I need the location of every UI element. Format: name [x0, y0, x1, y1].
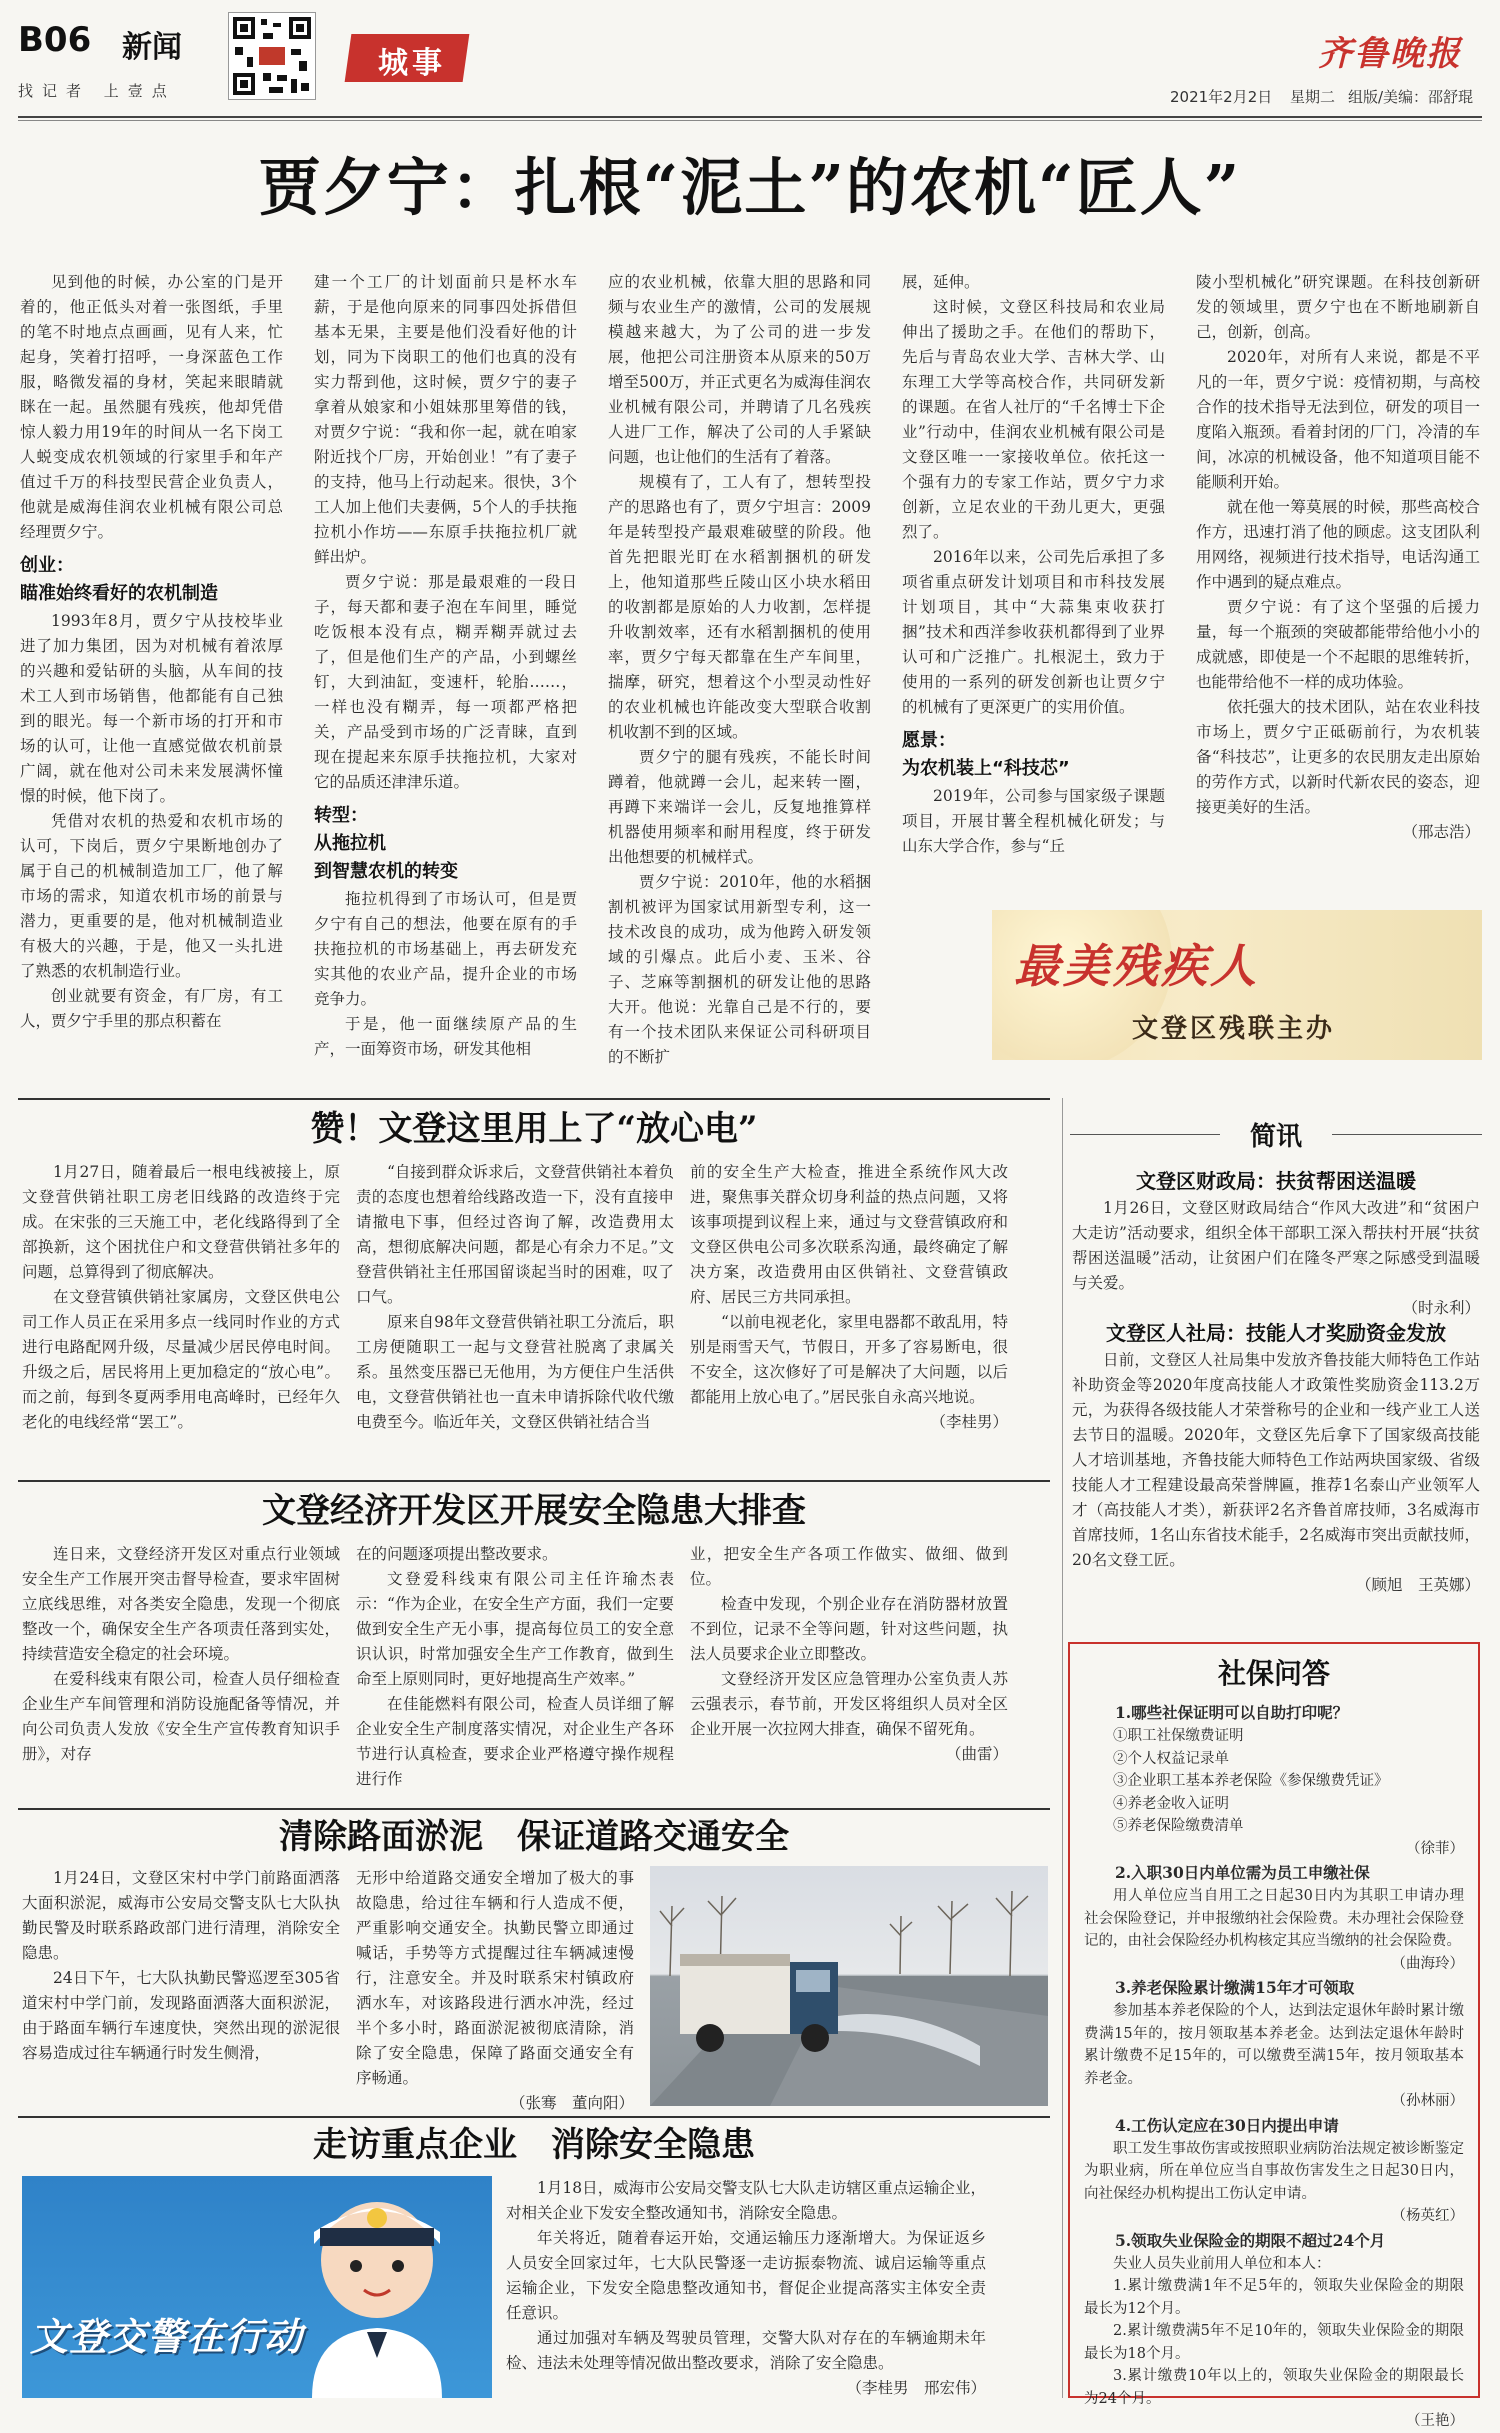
main-col-1: [20, 270, 283, 1034]
qa-q1-item: ③企业职工基本养老保险《参保缴费凭证》: [1113, 1773, 1389, 1789]
column-tag-label: 城事: [378, 46, 446, 81]
brief-2-byline: （顾旭 王英娜）: [1355, 1576, 1480, 1594]
article3-para: 在爱科线束有限公司，检查人员仔细检查企业生产车间管理和消防设施配备等情况，并向公司负责人发放《安全生产宣传教育知识手册》，对存: [22, 1670, 340, 1763]
masthead-rule: [18, 116, 1482, 118]
section-rule: [18, 1098, 1050, 1100]
main-para: 2019年，公司参与国家级子课题项目，开展甘薯全程机械化研发；与山东大学合作，参与“丘: [902, 787, 1165, 855]
qa-q5-item: 2.累计缴费满5年不足10年的，领取失业保险金的期限最长为18个月。: [1084, 2323, 1464, 2362]
article4-para: 24日下午，七大队执勤民警巡逻至305省道宋村中学门前，发现路面洒落大面积淤泥，由于路面车辆行车速度快，突然出现的淤泥很容易造成过往车辆通行时发生侧滑，: [22, 1969, 340, 2062]
tagline: 找记者 上壹点: [18, 82, 176, 100]
section-rule: [18, 1808, 1050, 1810]
newspaper-logo: 齐鲁晚报: [1318, 34, 1462, 74]
qa-q1-item: ④养老金收入证明: [1113, 1795, 1229, 1812]
main-para: 贾夕宁说：2010年，他的水稻捆割机被评为国家试用新型专利，这一技术改良的成功，成为他跨入研发领域的引爆点。此后小麦、玉米、谷子、芝麻等割捆机的研发让他的思路大开。他说：光靠自己是不行的，要有一个技术团队来保证公司科研项目的不断扩: [608, 873, 871, 1066]
briefs-rule-right: [1332, 1134, 1482, 1135]
qa-q1: 1.哪些社保证明可以自助打印呢？: [1115, 1703, 1349, 1722]
article3-para: 连日来，文登经济开发区对重点行业领域安全生产工作展开突击督导检查，要求牢固树立底线思维，对各类安全隐患，发现一个彻底整改一个，确保安全生产各项责任落到实处，持续营造安全稳定的社会环境。: [22, 1545, 340, 1663]
brief-1-byline: （时永利）: [1402, 1299, 1480, 1317]
issue-date: 2021年2月2日: [1170, 88, 1273, 106]
article5-para: 通过加强对车辆及驾驶员管理，交警大队对存在的车辆逾期未年检、违法未处理等情况做出整改要求，消除了安全隐患。: [506, 2329, 986, 2372]
article5-byline: （李桂男 邢宏伟）: [846, 2379, 986, 2397]
article3-para: 文登经济开发区应急管理办公室负责人苏云强表示，春节前，开发区将组织人员对全区企业开展一次拉网大排查，确保不留死角。: [690, 1670, 1008, 1738]
main-para: 这时候，文登区科技局和农业局伸出了援助之手。在他们的帮助下，先后与青岛农业大学、吉林大学、山东理工大学等高校合作，共同研发新的课题。在省人社厅的“千名博士下企业”行动中，佳润农业机械有限公司是文登区唯一一家接收单位。依托这一个强有力的专家工作站，贾夕宁力求创新，立足农业的干劲儿更大，更强烈了。: [902, 298, 1165, 541]
main-para: 2016年以来，公司先后承担了多项省重点研发计划项目和市科技发展计划项目，其中“大蒜集束收获打捆”技术和西洋参收获机都得到了业界认可和广泛推广。扎根泥土，致力于使用的一系列的研发创新也让贾夕宁的机械有了更深更广的实用价值。: [902, 548, 1165, 716]
main-headline: 贾夕宁：扎根“泥土”的农机“匠人”: [258, 151, 1242, 224]
article3-col-1: [22, 1542, 340, 1767]
article3-para: 在的问题逐项提出整改要求。: [356, 1545, 558, 1563]
article4-col-2: [356, 1866, 634, 2116]
masthead-rule-thin: [18, 120, 1482, 121]
qa-q3-byline: （孙林丽）: [1391, 2093, 1464, 2109]
qa-q5-item: 3.累计缴费10年以上的，领取失业保险金的期限最长为24个月。: [1084, 2368, 1464, 2407]
article3-para: 在佳能燃料有限公司，检查人员详细了解企业安全生产制度落实情况，对企业生产各环节进行认真检查，要求企业严格遵守操作规程进行作: [356, 1695, 674, 1788]
main-para: 于是，他一面继续原产品的生产，一面筹资市场，研发其他相: [314, 1015, 577, 1058]
qa-q1-item: ②个人权益记录单: [1113, 1750, 1229, 1767]
qa-q4-byline: （杨英红）: [1391, 2208, 1464, 2224]
subhead-2b: 从拖拉机: [314, 833, 386, 854]
qa-q1-item: ⑤养老保险缴费清单: [1113, 1818, 1244, 1834]
editor-credit: 组版/美编：邵舒琨: [1348, 88, 1474, 106]
article4-para: 1月24日，文登区宋村中学门前路面洒落大面积淤泥，威海市公安局交警支队七大队执勤民警及时联系路政部门进行清理，消除安全隐患。: [22, 1869, 340, 1962]
main-col-2: [314, 270, 577, 1062]
main-para: 就在他一筹莫展的时候，那些高校合作方，迅速打消了他的顾虑。这支团队利用网络，视频进行技术指导，电话沟通工作中遇到的疑点难点。: [1196, 498, 1480, 591]
main-byline: （邢志浩）: [1402, 823, 1480, 841]
qa-q4-body: 职工发生事故伤害或按照职业病防治法规定被诊断鉴定为职业病，所在单位应当自事故伤害发生之日起30日内，向社保经办机构提出工伤认定申请。: [1084, 2140, 1464, 2202]
main-col-4: [902, 270, 1165, 859]
qa-q5: 5.领取失业保险金的期限不超过24个月: [1115, 2230, 1386, 2250]
qa-q5-byline: （王艳）: [1406, 2413, 1464, 2429]
main-para: 陵小型机械化”研究课题。在科技创新研发的领域里，贾夕宁也在不断地刷新自己，创新，创高。: [1196, 273, 1480, 341]
brief-1-body: 1月26日，文登区财政局结合“作风大改进”和“贫困户大走访”活动要求，组织全体干部职工深入帮扶村开展“扶贫帮困送温暖”活动，让贫困户们在隆冬严寒之际感受到温暖与关爱。: [1072, 1199, 1480, 1292]
brief-2-title: 文登区人社局：技能人才奖励资金发放: [1106, 1321, 1446, 1345]
qa-q5-intro: 失业人员失业前用人单位和本人：: [1113, 2255, 1331, 2272]
article2-headline: 赞！文登这里用上了“放心电”: [310, 1109, 758, 1149]
article2-para: 在文登营镇供销社家属房，文登区供电公司工作人员正在采用多点一线同时作业的方式进行电路配网升级，尽量减少居民停电时间。升级之后，居民将用上更加稳定的“放心电”。而之前，每到冬夏两季用电高峰时，已经年久老化的电线经常“罢工”。: [22, 1288, 340, 1431]
briefs-header: [1070, 1116, 1482, 1152]
brief-1: [1072, 1160, 1480, 1321]
brief-2: [1072, 1312, 1480, 1598]
main-para: 创业就要有资金，有厂房，有工人，贾夕宁手里的那点积蓄在: [20, 987, 283, 1030]
qa-q5-item: 1.累计缴费满1年不足5年的，领取失业保险金的期限最长为12个月。: [1084, 2278, 1464, 2317]
subhead-2a: 转型：: [314, 805, 368, 826]
briefs-title: 简讯: [1249, 1122, 1302, 1152]
article2-col-3: [690, 1160, 1008, 1435]
article4-headline: 清除路面淤泥 保证道路交通安全: [279, 1817, 789, 1857]
main-col-3: [608, 270, 871, 1070]
badge-label: 文登交警在行动: [30, 2315, 304, 2359]
article5-para: 年关将近，随着春运开始，交通运输压力逐渐增大。为保证返乡人员安全回家过年，七大队民警逐一走访振泰物流、诚启运输等重点运输企业，下发安全隐患整改通知书，督促企业提高落实主体安全责任意识。: [506, 2229, 986, 2322]
section-rule: [18, 2116, 1050, 2118]
police-badge-graphic: [22, 2176, 492, 2398]
main-para: 拖拉机得到了市场认可，但是贾夕宁有自己的想法，他要在原有的手扶拖拉机的市场基础上，再去研发充实其他的农业产品，提升企业的市场竞争力。: [314, 890, 577, 1008]
briefs-rule-left: [1070, 1134, 1220, 1135]
main-para: 应的农业机械，依靠大胆的思路和同频与农业生产的激情，公司的发展规模越来越大，为了公司的进一步发展，他把公司注册资本从原来的50万增至500万，并正式更名为威海佳润农业机械有限公司，并聘请了几名残疾人进厂工作，解决了公司的人手紧缺问题，也让他们的生活有了着落。: [608, 273, 871, 466]
brief-1-title: 文登区财政局：扶贫帮困送温暖: [1136, 1169, 1416, 1193]
article2-para: 原来自98年文登营供销社职工分流后，职工房便随职工一起与文登营社脱离了隶属关系。虽然变压器已无他用，为方便住户生活供电，文登营供销社也一直未申请拆除代收代缴电费至今。临近年关，文登区供销社结合当: [356, 1313, 674, 1431]
road-cleaning-photo: [650, 1866, 1048, 2106]
qa-q1-item: ①职工社保缴费证明: [1113, 1728, 1244, 1744]
qa-q2: 2.入职30日内单位需为员工申缴社保: [1115, 1863, 1370, 1882]
qa-content: [1084, 1700, 1464, 2433]
article2-col-1: [22, 1160, 340, 1435]
article3-byline: （曲雷）: [945, 1745, 1008, 1763]
article4-col-1: [22, 1866, 340, 2066]
main-para: 贾夕宁说：有了这个坚强的后援力量，每一个瓶颈的突破都能带给他小小的成就感，即使是一个不起眼的思维转折，也能带给他不一样的成功体验。: [1196, 598, 1480, 691]
qa-q3-body: 参加基本养老保险的个人，达到法定退休年龄时累计缴费满15年的，按月领取基本养老金。达到法定退休年龄时累计缴费不足15年的，可以缴费至满15年，按月领取基本养老金。: [1084, 2003, 1464, 2087]
article4-byline: （张骞 董向阳）: [509, 2094, 634, 2112]
subhead-1b: 瞄准始终看好的农机制造: [20, 583, 218, 604]
article3-col-3: [690, 1542, 1008, 1767]
qa-title: 社保问答: [1217, 1657, 1330, 1690]
qa-q4: 4.工伤认定应在30日内提出申请: [1115, 2115, 1339, 2135]
sidebar-divider: [1062, 1098, 1063, 2398]
qa-box: [1068, 1642, 1480, 2429]
article2-para: 前的安全生产大检查，推进全系统作风大改进，聚焦事关群众切身利益的热点问题，又将该事项提到议程上来，通过与文登营镇政府和文登区供电公司多次联系沟通，最终确定了解决方案，改造费用由区供销社、文登营镇政府、居民三方共同承担。: [690, 1163, 1008, 1306]
article3-para: 检查中发现，个别企业存在消防器材放置不到位，记录不全等问题，针对这些问题，执法人员要求企业立即整改。: [690, 1595, 1008, 1663]
main-para: 凭借对农机的热爱和农机市场的认可，下岗后，贾夕宁果断地创办了属于自己的机械制造加工厂，他了解市场的需求，知道农机市场的前景与潜力，更重要的是，他对机械制造业有极大的兴趣，于是，他又一头扎进了熟悉的农机制造行业。: [20, 812, 283, 980]
qa-q1-byline: （徐菲）: [1406, 1840, 1464, 1857]
banner-title: 最美残疾人: [1014, 939, 1259, 993]
banner-subtitle: 文登区残联主办: [1132, 1014, 1336, 1044]
qa-q2-body: 用人单位应当自用工之日起30日内为其职工申请办理社会保险登记，并申报缴纳社会保险费。未办理社会保险登记的，由社会保险经办机构核定其应当缴纳的社会保险费。: [1084, 1888, 1464, 1949]
article3-para: 业，把安全生产各项工作做实、做细、做到位。: [690, 1545, 1008, 1588]
main-col-5: [1196, 270, 1480, 845]
main-para: 2020年，对所有人来说，都是不平凡的一年，贾夕宁说：疫情初期，与高校合作的技术指导无法到位，研发的项目一度陷入瓶颈。看着封闭的厂门，冷清的车间，冰凉的机械设备，他不知道项目能不能顺利开始。: [1196, 348, 1480, 491]
masthead: [0, 0, 1500, 120]
main-para: 展，延伸。: [902, 273, 980, 291]
disabled-banner: [992, 910, 1482, 1060]
qa-q2-byline: （曲海玲）: [1391, 1955, 1464, 1972]
article5-headline: 走访重点企业 消除安全隐患: [313, 2125, 755, 2165]
section-rule: [18, 1480, 1050, 1482]
main-para: 贾夕宁说：那是最艰难的一段日子，每天都和妻子泡在车间里，睡觉吃饭根本没有点，糊弄糊弄就过去了，但是他们生产的产品，小到螺丝钉，大到油缸，变速杆，轮胎……，一样也没有糊弄，每一项都严格把关，产品受到市场的广泛青睐，直到现在提起来东原手扶拖拉机，大家对它的品质还津津乐道。: [314, 573, 577, 791]
qa-q3: 3.养老保险累计缴满15年才可领取: [1115, 1978, 1355, 1997]
main-para: 建一个工厂的计划面前只是杯水车薪，于是他向原来的同事四处拆借但基本无果，主要是他们没看好他的计划，同为下岗职工的他们也真的没有实力帮到他，这时候，贾夕宁的妻子拿着从娘家和小姐妹那里筹借的钱，对贾夕宁说：“我和你一起，就在咱家附近找个厂房，开始创业！”有了妻子的支持，他马上行动起来。很快，3个工人加上他们夫妻俩，5个人的手扶拖拉机小作坊——东原手扶拖拉机厂就鲜出炉。: [314, 273, 577, 566]
article3-col-2: [356, 1542, 674, 1792]
subhead-1a: 创业：: [20, 555, 74, 576]
page-code: B06: [18, 20, 92, 60]
main-para: 规模有了，工人有了，想转型投产的思路也有了，贾夕宁坦言：2009年是转型投产最艰难破壁的阶段。他首先把眼光盯在水稻割捆机的研发上，他知道那些丘陵山区小块水稻田的收割都是原始的人力收割，怎样提升收割效率，还有水稻割捆机的使用率，贾夕宁每天都靠在生产车间里，揣摩，研究，想着这个小型灵动性好的农业机械也许能改变大型联合收割机收割不到的区域。: [608, 473, 871, 741]
section-name: 新闻: [122, 30, 182, 65]
main-para: 依托强大的技术团队，站在农业科技市场上，贾夕宁正砥砺前行，为农机装备“科技芯”，让更多的农民朋友走出原始的劳作方式，以新时代新农民的姿态，迎接更美好的生活。: [1196, 698, 1480, 816]
article2-para: “自接到群众诉求后，文登营供销社本着负责的态度也想着给线路改造一下，没有直接申请撤电下事，但经过咨询了解，改造费用太高，想彻底解决问题，都是心有余力不足。”文登营供销社主任邢国留谈起当时的困难，叹了口气。: [356, 1163, 674, 1306]
article3-para: 文登爱科线束有限公司主任许瑜杰表示：“作为企业，在安全生产方面，我们一定要做到安全生产无小事，提高每位员工的安全意识认识，时常加强安全生产工作教育，做到生命至上原则同时，更好地提高生产效率。”: [356, 1570, 674, 1688]
article2-col-2: [356, 1160, 674, 1435]
article2-para: “以前电视老化，家里电器都不敢乱用，特别是雨雪天气，节假日，开多了容易断电，很不安全，这次修好了可是解决了大问题，以后都能用上放心电了。”居民张自永高兴地说。: [690, 1313, 1008, 1406]
article4-para: 无形中给道路交通安全增加了极大的事故隐患，给过往车辆和行人造成不便，严重影响交通安全。执勤民警立即通过喊话，手势等方式提醒过往车辆减速慢行，注意安全。并及时联系宋村镇政府洒水车，对该路段进行洒水冲洗，经过半个多小时，路面淤泥被彻底清除，消除了安全隐患，保障了路面交通安全有序畅通。: [356, 1869, 634, 2087]
article3-headline: 文登经济开发区开展安全隐患大排查: [262, 1491, 806, 1531]
article2-byline: （李桂男）: [930, 1413, 1008, 1431]
main-para: 1993年8月，贾夕宁从技校毕业进了加力集团，因为对机械有着浓厚的兴趣和爱钻研的头脑，从车间的技术工人到市场销售，他都能有自己独到的眼光。每一个新市场的打开和市场的认可，让他一直感觉做农机前景广阔，就在他对公司未来发展满怀憧憬的时候，他下岗了。: [20, 612, 283, 805]
main-para: 贾夕宁的腿有残疾，不能长时间蹲着，他就蹲一会儿，起来转一圈，再蹲下来端详一会儿，反复地推算样机器使用频率和耐用程度，终于研发出他想要的机械样式。: [608, 748, 871, 866]
subhead-3b: 为农机装上“科技芯”: [902, 758, 1070, 779]
article5-para: 1月18日，威海市公安局交警支队七大队走访辖区重点运输企业，对相关企业下发安全整改通知书，消除安全隐患。: [506, 2179, 986, 2222]
subhead-3a: 愿景：: [902, 730, 956, 751]
subhead-2c: 到智慧农机的转变: [314, 861, 458, 882]
qr-code-icon: [228, 12, 316, 100]
main-para: 见到他的时候，办公室的门是开着的，他正低头对着一张图纸，手里的笔不时地点点画画，见有人来，忙起身，笑着打招呼，一身深蓝色工作服，略微发福的身材，笑起来眼睛就眯在一起。虽然腿有残疾，他却凭借惊人毅力用19年的时间从一名下岗工人蜕变成农机领域的行家里手和年产值过千万的科技型民营企业负责人，他就是威海佳润农业机械有限公司总经理贾夕宁。: [20, 273, 283, 541]
article2-para: 1月27日，随着最后一根电线被接上，原文登营供销社职工房老旧线路的改造终于完成。在宋张的三天施工中，老化线路得到了全部换新，这个困扰住户和文登营供销社多年的问题，总算得到了彻底解决。: [22, 1163, 340, 1281]
article5-body: [506, 2176, 986, 2401]
issue-weekday: 星期二: [1290, 88, 1336, 106]
police-officer-icon: [272, 2182, 482, 2398]
brief-2-body: 日前，文登区人社局集中发放齐鲁技能大师特色工作站补助资金等2020年度高技能人才政策性奖励资金113.2万元，为获得各级技能人才荣誉称号的企业和一线产业工人送去节日的温暖。2020年，文登区先后拿下了国家级高技能人才培训基地，齐鲁技能大师特色工作站两块国家级、省级技能人才工程建设最高荣誉牌匾，推荐1名泰山产业领军人才（高技能人才类），新获评2名齐鲁首席技师，3名威海市首席技师，1名山东省技术能手，2名威海市突出贡献技师，20名文登工匠。: [1072, 1351, 1480, 1569]
